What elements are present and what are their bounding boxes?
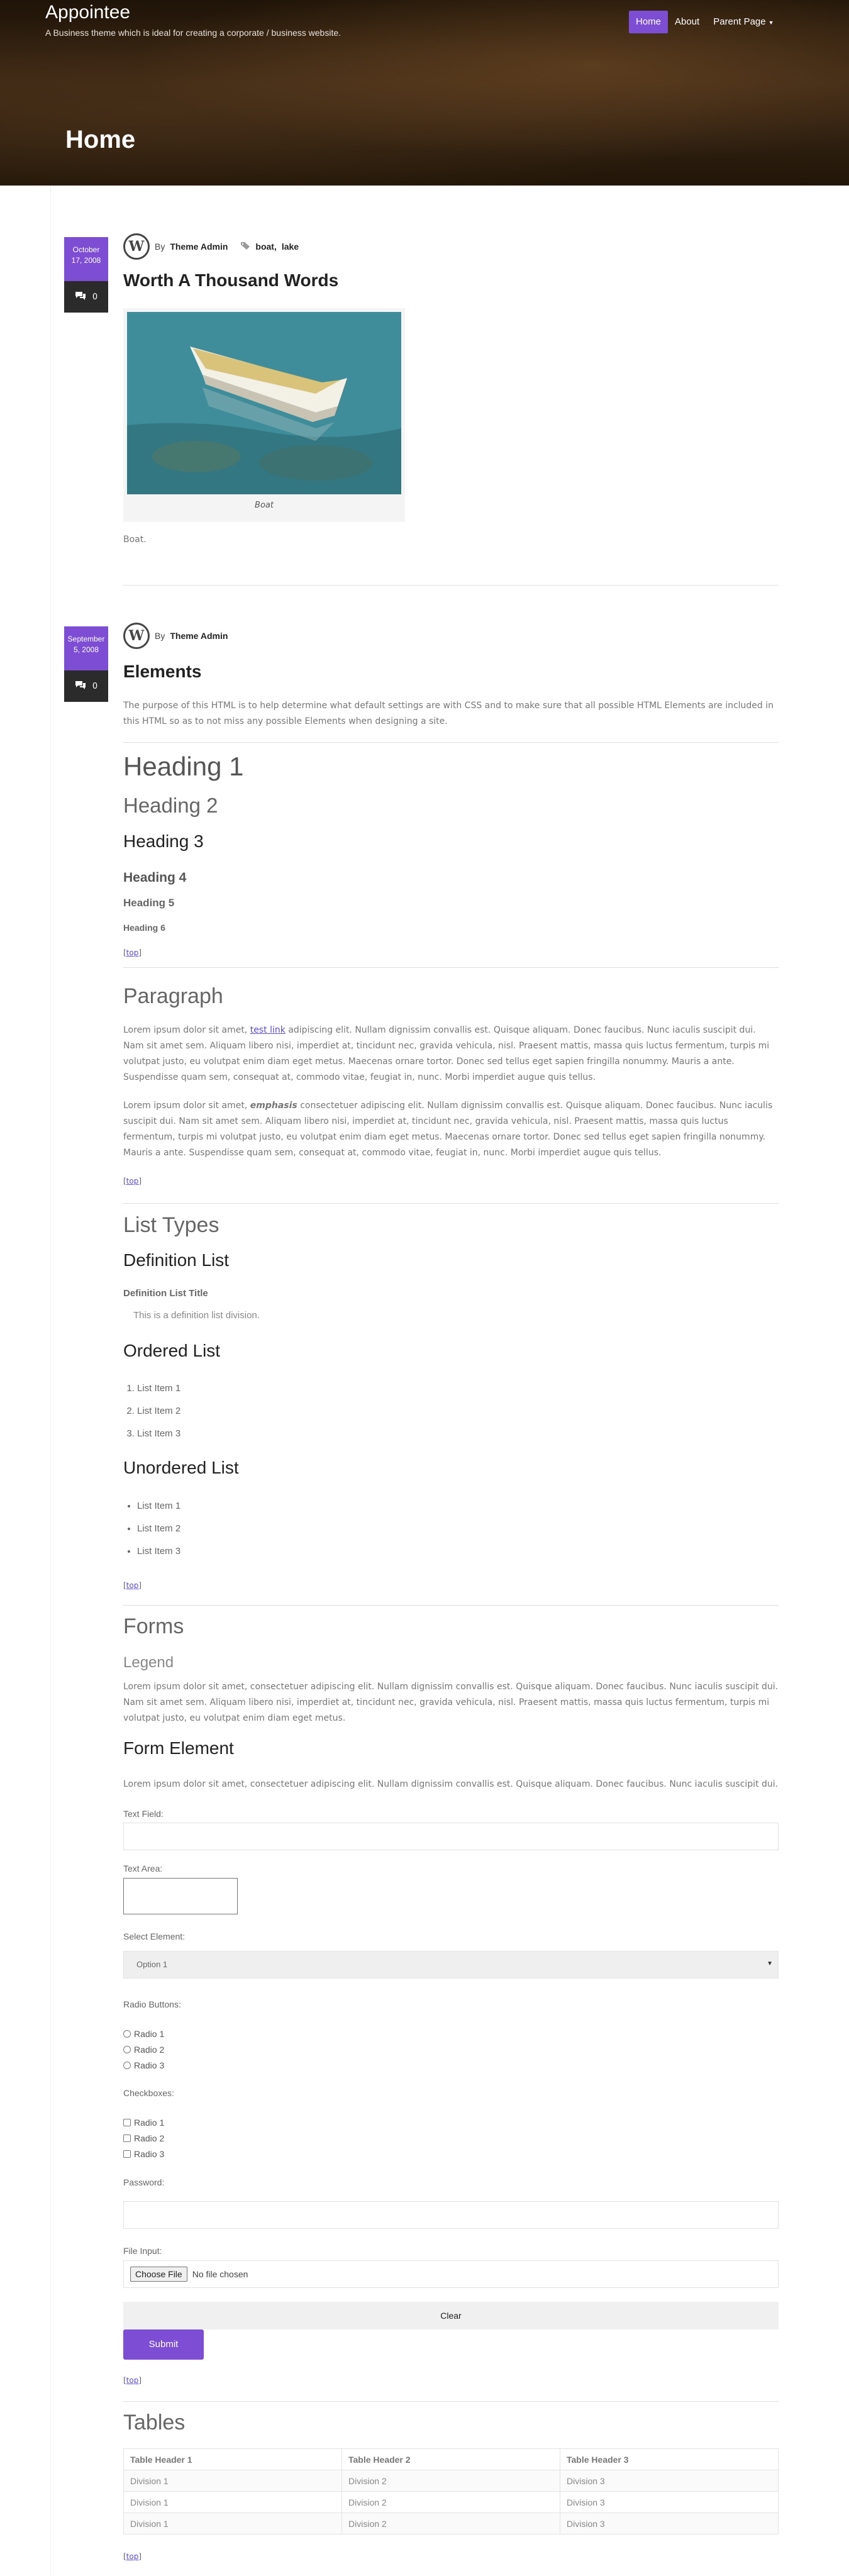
- list-item: • List Item 1: [137, 1495, 180, 1518]
- table-row: [124, 2492, 779, 2513]
- top-link[interactable]: [top]: [123, 1177, 142, 1185]
- radio-option[interactable]: [123, 2029, 164, 2039]
- boat-image[interactable]: [127, 312, 401, 494]
- text-field-input[interactable]: [123, 1823, 779, 1850]
- paragraph-2-end: consectetuer adipiscing elit. Nullam dignissim convallis est. Quisque aliquam. Donec faucibus. Nunc iaculis suscipit dui. Nam sit amet sem. Aliquam libero nisi, imperdiet at, tincidunt nec, gravida vehicula, nisl. Praesent mattis, massa quis luctus fermentum, turpis mi volutpat justo, eu volutpat enim diam eget metus. Maecenas ornare tortor. Donec sed tellus eget sapien fringilla nonummy. Mauris a ante. Suspendisse quam sem, consequat at, commodo vitae, feugiat in, nunc. Morbi imperdiet augue quis tellus.: [123, 1101, 773, 1158]
- post-excerpt: Boat.: [123, 535, 147, 545]
- table-cell: Division 1: [124, 2470, 342, 2492]
- form-element-title: Form Element: [123, 1738, 234, 1758]
- comment-count-badge[interactable]: [64, 670, 108, 702]
- table-cell: Division 2: [342, 2513, 560, 2534]
- radio-control[interactable]: [123, 2046, 131, 2053]
- table-header: Table Header 1: [124, 2449, 342, 2470]
- top-link[interactable]: [top]: [123, 1581, 142, 1590]
- table-cell: Division 3: [560, 2513, 779, 2534]
- heading-5: Heading 5: [123, 897, 175, 909]
- text-area-label: Text Area:: [123, 1863, 163, 1874]
- emphasis-text: emphasis: [250, 1101, 297, 1111]
- radio-control[interactable]: [123, 2030, 131, 2038]
- heading-4: Heading 4: [123, 870, 187, 885]
- text-field-label: Text Field:: [123, 1809, 164, 1819]
- post-image-figure: [123, 308, 405, 522]
- list-item: 1. List Item 1: [137, 1377, 180, 1400]
- main-nav: [629, 11, 781, 33]
- checkbox-option-label: Radio 1: [134, 2118, 165, 2128]
- checkbox-control[interactable]: [123, 2119, 131, 2126]
- section-divider: [123, 967, 779, 968]
- comment-count: 0: [92, 681, 98, 691]
- chevron-down-icon: ▼: [767, 1960, 773, 1967]
- section-divider: [123, 2401, 779, 2402]
- table-cell: Division 3: [560, 2470, 779, 2492]
- by-label: By: [155, 242, 165, 252]
- table-cell: Division 3: [560, 2492, 779, 2513]
- radio-option-label: Radio 1: [134, 2029, 165, 2039]
- checkbox-option[interactable]: [123, 2118, 164, 2128]
- checkboxes-label: Checkboxes:: [123, 2088, 174, 2098]
- table-cell: Division 2: [342, 2470, 560, 2492]
- nav-item-parent-page-label: Parent Page: [713, 16, 766, 27]
- post-intro: The purpose of this HTML is to help determine what default settings are with CSS and to make sure that all possible HTML Elements are included in this HTML so as to not miss any possible Elements when designing a site.: [123, 701, 774, 726]
- site-title[interactable]: Appointee: [45, 2, 131, 23]
- checkbox-option-label: Radio 3: [134, 2149, 165, 2159]
- ordered-list: [123, 1377, 180, 1445]
- forms-text: Lorem ipsum dolor sit amet, consectetuer adipiscing elit. Nullam dignissim convallis est. Quisque aliquam. Donec faucibus. Nunc iaculis suscipit dui. Nam sit amet sem. Aliquam libero nisi, imperdiet at, tincidunt nec, gravida vehicula, nisl. Praesent mattis, massa quis luctus fermentum, turpis mi volutpat justo, eu volutpat enim diam eget metus.: [123, 1682, 779, 1723]
- author-link[interactable]: Theme Admin: [170, 631, 228, 641]
- file-input: [123, 2260, 779, 2288]
- checkbox-control[interactable]: [123, 2135, 131, 2142]
- table-cell: Division 1: [124, 2492, 342, 2513]
- site-tagline: A Business theme which is ideal for creating a corporate / business website.: [45, 28, 341, 38]
- text-area-input[interactable]: [123, 1878, 238, 1914]
- table-cell: Division 1: [124, 2513, 342, 2534]
- date-month: October: [72, 245, 100, 254]
- table-header-row: [124, 2449, 779, 2470]
- author-link[interactable]: Theme Admin: [170, 242, 228, 252]
- heading-6: Heading 6: [123, 923, 165, 933]
- checkbox-option[interactable]: [123, 2149, 164, 2159]
- checkbox-control[interactable]: [123, 2150, 131, 2158]
- heading-1: Heading 1: [123, 752, 244, 781]
- clear-button[interactable]: Clear: [123, 2302, 779, 2329]
- no-file-text: No file chosen: [192, 2269, 248, 2279]
- comment-count-badge[interactable]: [64, 281, 108, 313]
- definition-list-title: Definition List: [123, 1250, 230, 1270]
- submit-button[interactable]: Submit: [123, 2329, 204, 2360]
- top-link[interactable]: [top]: [123, 2376, 142, 2385]
- tag-icon: [240, 242, 250, 252]
- date-badge: [64, 626, 108, 670]
- section-divider: [123, 1203, 779, 1204]
- unordered-list: [123, 1495, 180, 1563]
- page-title: Home: [65, 126, 136, 153]
- select-value: Option 1: [136, 1960, 168, 1969]
- choose-file-button[interactable]: Choose File: [130, 2267, 187, 2282]
- file-input-label: File Input:: [123, 2246, 162, 2256]
- table-header: Table Header 3: [560, 2449, 779, 2470]
- ordered-list-title: Ordered List: [123, 1341, 221, 1360]
- nav-item-parent-page[interactable]: [706, 11, 780, 33]
- list-item: 2. List Item 2: [137, 1400, 180, 1423]
- select-label: Select Element:: [123, 1931, 186, 1941]
- section-divider: [123, 742, 779, 743]
- form-element-text: Lorem ipsum dolor sit amet, consectetuer adipiscing elit. Nullam dignissim convallis est. Quisque aliquam. Donec faucibus. Nunc iaculis suscipit dui.: [123, 1779, 779, 1789]
- table-header: Table Header 2: [342, 2449, 560, 2470]
- post-separator: [123, 585, 779, 586]
- tables-title: Tables: [123, 2411, 186, 2434]
- content-divider-line: [50, 186, 51, 2576]
- password-input[interactable]: [123, 2201, 779, 2229]
- paragraph-title: Paragraph: [123, 984, 223, 1008]
- date-day-year: 5, 2008: [73, 645, 99, 654]
- paragraph-1-end: adipiscing elit. Nullam dignissim convallis est. Quisque aliquam. Donec faucibus. Nunc iaculis suscipit dui. Nam sit amet sem. Aliquam libero nisi, imperdiet at, tincidunt nec, gravida vehicula, nisl. Praesent mattis, massa quis luctus fermentum, turpis mi volutpat justo, eu volutpat enim diam eget metus. Maecenas ornare tortor. Donec sed tellus eget sapien fringilla nonummy. Mauris a ante. Suspendisse quam sem, consequat at, commodo vitae, feugiat in, nunc. Morbi imperdiet augue quis tellus.: [123, 1025, 770, 1082]
- list-item: • List Item 2: [137, 1518, 180, 1540]
- image-caption: Boat: [255, 501, 274, 510]
- radio-option-label: Radio 3: [134, 2060, 165, 2070]
- top-link[interactable]: [top]: [123, 948, 142, 957]
- nav-item-about[interactable]: About: [675, 16, 700, 27]
- table-cell: Division 2: [342, 2492, 560, 2513]
- date-day-year: 17, 2008: [71, 256, 101, 265]
- radio-buttons-label: Radio Buttons:: [123, 1999, 181, 2009]
- heading-3: Heading 3: [123, 831, 204, 851]
- post-title[interactable]: Worth A Thousand Words: [123, 270, 339, 290]
- comments-icon: [75, 291, 86, 303]
- author-avatar: W: [123, 233, 150, 260]
- tag-link-lake[interactable]: lake: [281, 242, 299, 252]
- comments-icon: [75, 680, 86, 692]
- legend: Legend: [123, 1654, 174, 1671]
- section-divider: [123, 1605, 779, 1606]
- comment-count: 0: [92, 292, 98, 302]
- radio-option[interactable]: [123, 2045, 164, 2055]
- radio-option-label: Radio 2: [134, 2045, 165, 2055]
- radio-option[interactable]: [123, 2060, 164, 2070]
- tag-link-boat[interactable]: boat,: [255, 242, 277, 252]
- post-meta: [123, 233, 299, 260]
- caret-down-icon: ▼: [768, 19, 774, 26]
- definition-term: Definition List Title: [123, 1288, 208, 1299]
- paragraph-2: [123, 1098, 779, 1161]
- paragraph-1: [123, 1023, 779, 1085]
- test-link[interactable]: test link: [250, 1025, 286, 1035]
- select-element[interactable]: [123, 1951, 779, 1979]
- radio-control[interactable]: [123, 2062, 131, 2069]
- by-label: By: [155, 631, 165, 641]
- post-title[interactable]: Elements: [123, 662, 202, 681]
- forms-title: Forms: [123, 1614, 184, 1638]
- heading-2: Heading 2: [123, 794, 218, 817]
- unordered-list-title: Unordered List: [123, 1458, 239, 1477]
- list-types-title: List Types: [123, 1213, 219, 1237]
- nav-item-home[interactable]: Home: [629, 11, 668, 33]
- checkbox-option[interactable]: [123, 2133, 164, 2143]
- definition-description: This is a definition list division.: [133, 1310, 260, 1321]
- author-avatar: W: [123, 623, 150, 649]
- post-meta: [123, 623, 228, 649]
- checkbox-option-label: Radio 2: [134, 2133, 165, 2143]
- data-table: [123, 2448, 779, 2534]
- table-row: [124, 2513, 779, 2534]
- date-badge: [64, 237, 108, 281]
- top-link[interactable]: [top]: [123, 2552, 142, 2561]
- list-item: • List Item 3: [137, 1540, 180, 1563]
- table-row: [124, 2470, 779, 2492]
- paragraph-2-start: Lorem ipsum dolor sit amet,: [123, 1101, 250, 1111]
- hero-header: [0, 0, 849, 186]
- date-month: September: [67, 635, 105, 643]
- password-label: Password:: [123, 2177, 165, 2187]
- paragraph-1-start: Lorem ipsum dolor sit amet,: [123, 1025, 250, 1035]
- list-item: 3. List Item 3: [137, 1423, 180, 1445]
